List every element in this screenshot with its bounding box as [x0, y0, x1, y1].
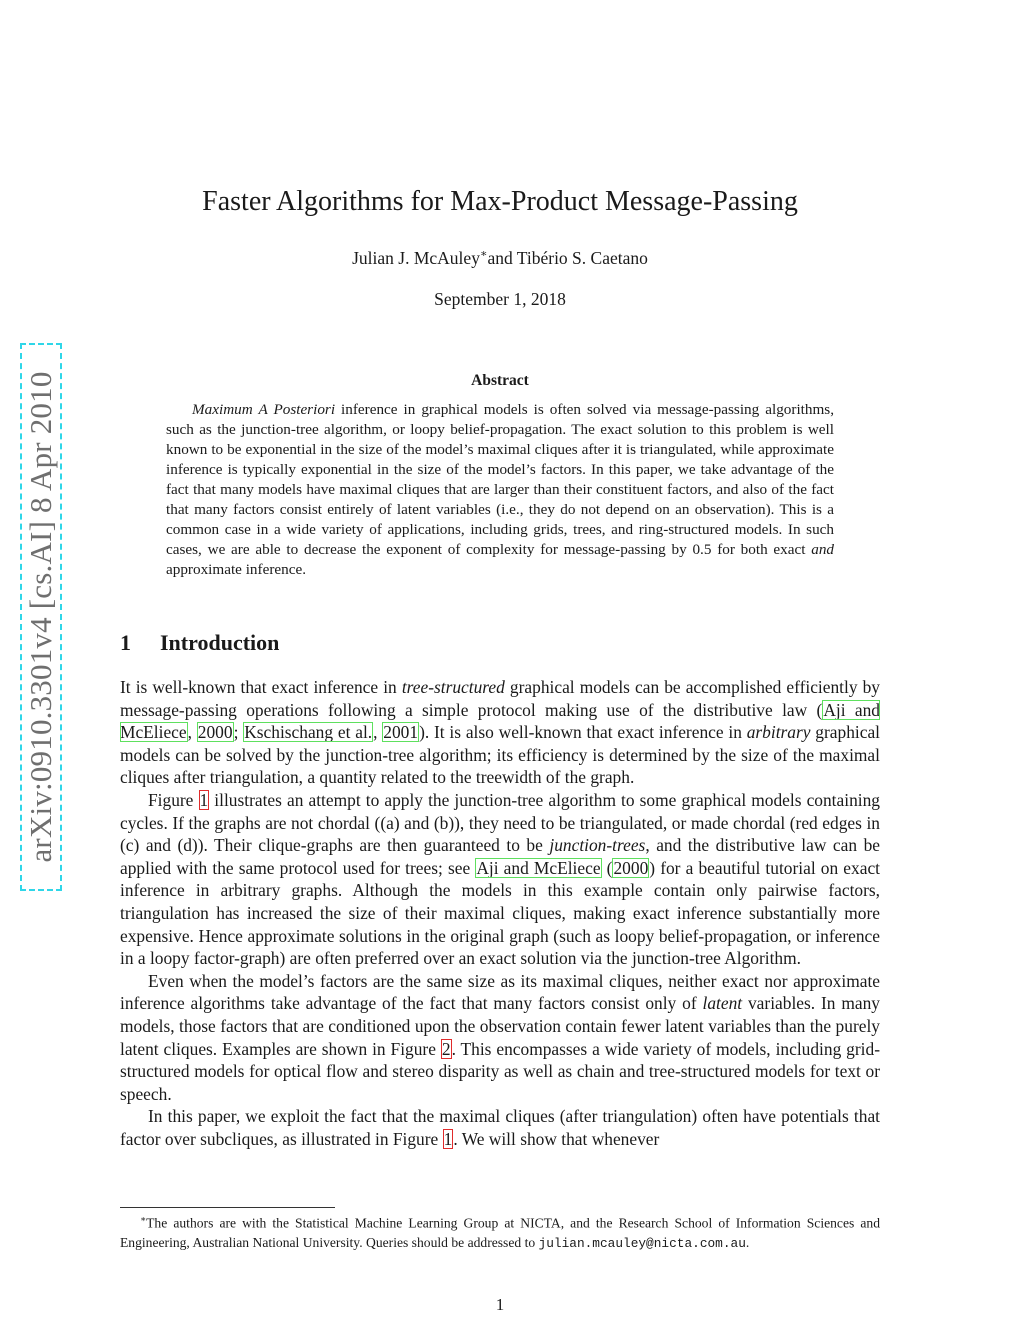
footnote-divider — [120, 1207, 335, 1208]
text-run: ) for a beautiful tutorial on exact inference in arbitrary graphs. Although the models in this example contain only pairwise factors, triangulation has increased the size of their maximal cliques, making exact inference substantially more expensive. Hence approximate solutions in the original graph (such as loopy belief-propagation, or inference in a loopy factor-graph) are often preferred over an exact solution via the junction-tree Algorithm. — [120, 857, 880, 969]
author-name: Tibério S. Caetano — [516, 247, 648, 268]
section-title: Introduction — [160, 630, 280, 655]
footnote-marker[interactable]: ∗ — [479, 248, 488, 260]
text-run: ). It is also well-known that exact inference in — [419, 722, 747, 743]
text-run: Even when the model’s factors are the same size as its maximal cliques, neither exact nor approximate inference algorithms take advantage of the fact that many factors consist only of — [120, 970, 880, 1014]
text-run: . This encompasses a wide variety of models, including grid-structured models for optical flow and stereo disparity as well as chain and tree-structured models for text or speech. — [120, 1038, 880, 1104]
abstract-body — [166, 400, 834, 580]
text-run: graphical models can be accomplished efficiently by message-passing operations following a simple protocol making use of the distributive law ( — [120, 677, 881, 720]
section-heading — [120, 630, 279, 656]
citation-link[interactable]: Kschischang et al. — [244, 722, 373, 743]
footnote-marker: ∗ — [140, 1214, 147, 1224]
emphasis-text: tree-structured — [401, 677, 505, 697]
footnote-text: . — [745, 1234, 750, 1250]
body-text — [120, 676, 880, 1150]
text-run: variables. In many models, those factors that are conditioned upon the observation contain fewer latent variables than the purely latent cliques. Examples are shown in Figure — [120, 993, 880, 1059]
citation-link[interactable]: Aji and McEliece — [476, 857, 601, 878]
paper-date: September 1, 2018 — [434, 289, 566, 309]
citation-year-link[interactable]: 2000 — [613, 857, 649, 878]
figure-reference-link[interactable]: 1 — [443, 1128, 453, 1149]
text-run: In this paper, we exploit the fact that the maximal cliques (after triangulation) often have potentials that factor over subcliques, as illustrated in Figure — [120, 1106, 880, 1149]
text-run: , — [373, 722, 383, 743]
author-name: Julian J. McAuley — [352, 247, 480, 268]
author-line — [0, 247, 1000, 269]
abstract-text: approximate inference. — [166, 561, 306, 579]
emphasis-text: latent — [702, 993, 743, 1014]
arxiv-identifier: arXiv:0910.3301v4 [cs.AI] 8 Apr 2010 — [23, 371, 58, 863]
author-joiner: and — [487, 247, 513, 268]
abstract-heading: Abstract — [471, 372, 529, 389]
text-run: , and the distributive law can be applied with the same protocol used for trees; see — [120, 835, 880, 878]
text-run: , — [187, 722, 197, 743]
emphasis-text: and — [811, 541, 834, 559]
footnote — [120, 1210, 880, 1253]
paragraph — [120, 970, 880, 1106]
citation-year-link[interactable]: 2000 — [197, 722, 233, 743]
section-number: 1 — [120, 630, 131, 655]
footnote-text: The authors are with the Statistical Machine Learning Group at NICTA, and the Research School of Information Sciences and Engineering, Australian National University. Queries should be addressed to — [120, 1215, 880, 1250]
emphasis-text: Maximum A Posteriori — [192, 401, 336, 418]
text-run: illustrates an attempt to apply the junction-tree algorithm to some graphical models containing cycles. If the graphs are not chordal ((a) and (b)), they need to be triangulated, or made chordal (red edges in (c) and (d)). Their clique-graphs are then guaranteed to be — [120, 789, 880, 856]
paragraph — [120, 789, 880, 970]
author-email[interactable]: julian.mcauley@nicta.com.au — [538, 1235, 746, 1251]
abstract-paragraph — [166, 400, 834, 580]
text-run: ; — [233, 722, 244, 743]
text-run: graphical models can be solved by the junction-tree algorithm; its efficiency is determined by the size of the maximal cliques after triangulation, a quantity related to the treewidth of the graph. — [120, 722, 880, 788]
emphasis-text: junction-trees — [549, 835, 646, 856]
arxiv-side-stamp[interactable] — [20, 343, 62, 891]
paragraph — [120, 676, 880, 789]
text-run: It is well-known that exact inference in — [120, 677, 402, 697]
text-run: Figure — [148, 789, 199, 810]
figure-reference-link[interactable]: 2 — [441, 1038, 451, 1059]
text-run: . We will show that whenever — [453, 1128, 660, 1149]
text-run: ( — [601, 857, 613, 878]
figure-reference-link[interactable]: 1 — [199, 789, 209, 810]
abstract-text: inference in graphical models is often solved via message-passing algorithms, such as the junction-tree algorithm, or loopy belief-propagation. The exact solution to this problem is well known to be exponential in the size of the model’s maximal cliques after it is triangulated, while approximate inference is typically exponential in the size of the model’s factors. In this paper, we take advantage of the fact that many models have maximal cliques that are larger than their constituent factors, and also of the fact that many factors consist entirely of latent variables (i.e., they do not depend on an observation). This is a common case in a wide variety of applications, including grids, trees, and ring-structured models. In such cases, we are able to decrease the exponent of complexity for message-passing by 0.5 for both exact — [166, 401, 834, 559]
page-number: 1 — [495, 1295, 505, 1314]
citation-year-link[interactable]: 2001 — [383, 722, 419, 743]
paper-title: Faster Algorithms for Max-Product Message-Passing — [202, 186, 798, 217]
citation-link[interactable]: Aji and McEliece — [120, 699, 881, 743]
paragraph — [120, 1105, 880, 1150]
emphasis-text: arbitrary — [746, 722, 811, 743]
